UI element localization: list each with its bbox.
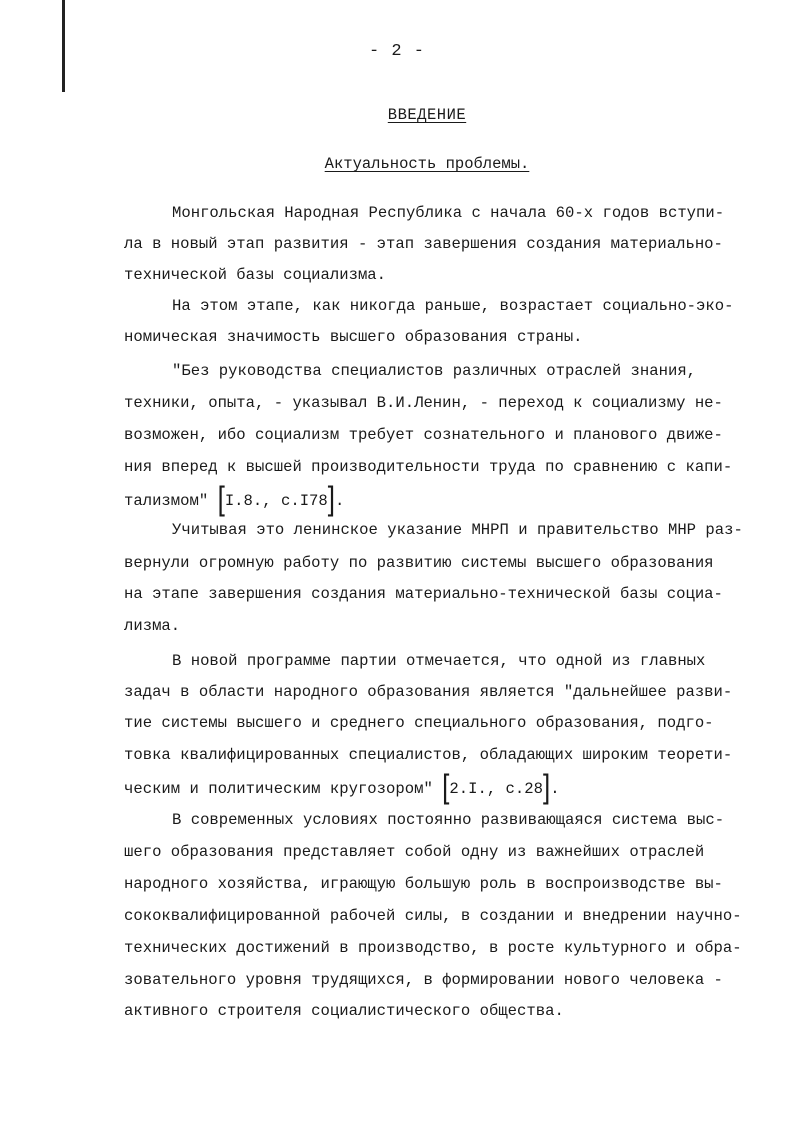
text-line-with-citation: [124, 766, 560, 806]
text-line: В новой программе партии отмечается, что одной из главных: [172, 652, 706, 670]
text-line: Монгольская Народная Республика с начала 60-х годов вступи-: [172, 204, 725, 222]
text-fragment: ческим и политическим кругозором": [124, 780, 433, 798]
text-line: технических достижений в производство, в росте культурного и обра-: [124, 939, 742, 957]
section-heading-text: ВВЕДЕНИЕ: [387, 106, 467, 124]
text-line: вернули огромную работу по развитию системы высшего образования: [124, 554, 714, 572]
text-line: номическая значимость высшего образования страны.: [124, 328, 583, 346]
text-line: задач в области народного образования является "дальнейшее разви-: [124, 683, 733, 701]
citation-open-bracket: [: [442, 766, 450, 806]
section-heading: [0, 106, 794, 124]
text-line: "Без руководства специалистов различных отраслей знания,: [172, 362, 697, 380]
text-line-with-citation: [124, 478, 345, 518]
text-line: На этом этапе, как никогда раньше, возрастает социально-эко-: [172, 297, 734, 315]
text-line: шего образования представляет собой одну из важнейших отраслей: [124, 843, 705, 861]
text-line: техники, опыта, - указывал В.И.Ленин, - переход к социализму не-: [124, 394, 723, 412]
text-line: народного хозяйства, играющую большую роль в воспроизводстве вы-: [124, 875, 723, 893]
citation-reference: I.8., с.I78: [224, 492, 328, 510]
text-line: активного строителя социалистического общества.: [124, 1002, 564, 1020]
subsection-heading: [0, 155, 794, 173]
text-line: ния вперед к высшей производительности труда по сравнению с капи-: [124, 458, 733, 476]
text-line: зовательного уровня трудящихся, в формировании нового человека -: [124, 971, 723, 989]
citation-open-bracket: [: [217, 478, 225, 518]
citation-reference: 2.I., с.28: [449, 780, 543, 798]
text-line: В современных условиях постоянно развивающаяся система выс-: [172, 811, 725, 829]
text-line: товка квалифицированных специалистов, обладающих широким теорети-: [124, 746, 733, 764]
page-number: - 2 -: [368, 42, 425, 61]
text-line: лизма.: [124, 617, 181, 635]
text-line: Учитывая это ленинское указание МНРП и правительство МНР раз-: [172, 521, 743, 539]
text-fragment: тализмом": [124, 492, 209, 510]
text-line: на этапе завершения создания материально-технической базы социа-: [124, 585, 723, 603]
text-line: возможен, ибо социализм требует сознательного и планового движе-: [124, 426, 723, 444]
citation-close-bracket: ]: [327, 478, 335, 518]
text-line: сококвалифицированной рабочей силы, в создании и внедрении научно-: [124, 907, 742, 925]
subsection-heading-text: Актуальность проблемы.: [324, 155, 530, 173]
citation-close-bracket: ]: [542, 766, 551, 806]
text-line: ла в новый этап развития - этап завершения создания материально-: [124, 235, 723, 253]
text-fragment: .: [550, 780, 560, 798]
text-fragment: .: [335, 492, 345, 510]
text-line: технической базы социализма.: [124, 266, 387, 284]
text-line: тие системы высшего и среднего специального образования, подго-: [124, 714, 714, 732]
